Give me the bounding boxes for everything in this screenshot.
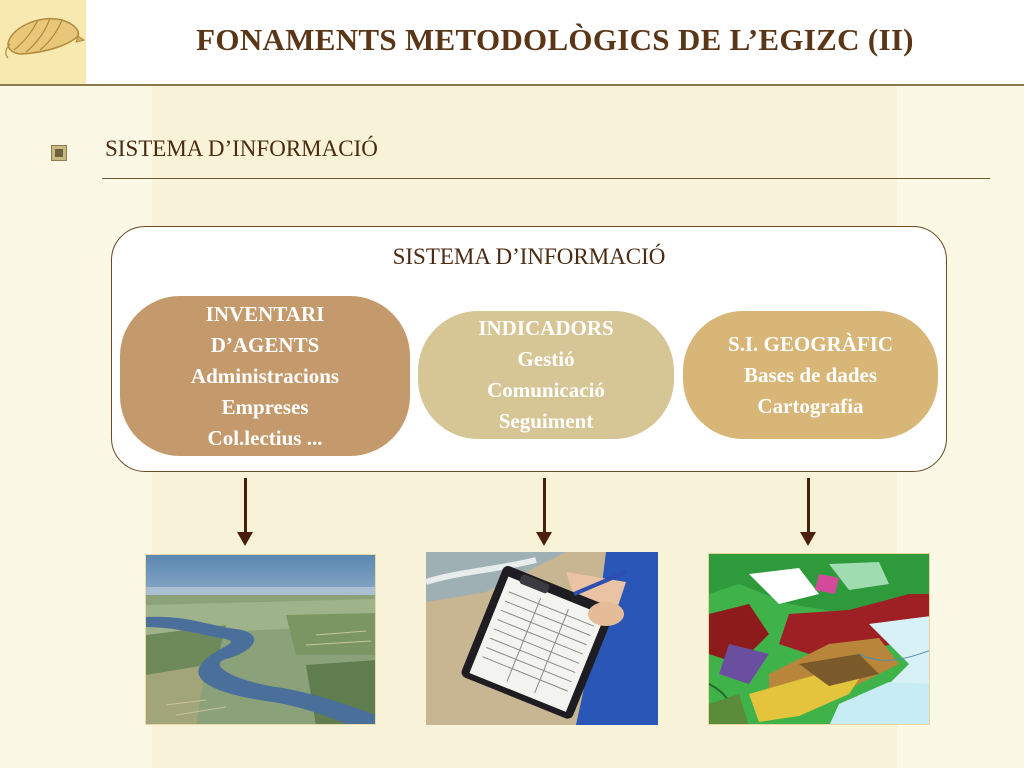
field-survey-clipboard-photo (426, 552, 658, 725)
agents-line: Empreses (221, 394, 309, 419)
geographic-is-box (683, 311, 938, 439)
agents-line: INVENTARI (205, 301, 325, 326)
agents-line: Administracions (190, 363, 340, 388)
down-arrow-icon (807, 478, 810, 534)
coastal-land-use-map (708, 553, 930, 725)
indicators-line: Comunicació (487, 378, 605, 402)
indicators-line: Seguiment (498, 409, 594, 433)
down-arrow-icon (244, 478, 247, 534)
page-title: FONAMENTS METODOLÒGICS DE L’EGIZC (II) (196, 22, 914, 57)
agents-inventory-box (120, 296, 410, 456)
indicators-line: INDICADORS (478, 316, 614, 340)
agents-line: D’AGENTS (210, 332, 320, 357)
information-system-title: SISTEMA D’INFORMACIÓ (392, 244, 666, 269)
seashell-logo-icon (0, 0, 86, 84)
logo-area (0, 0, 86, 84)
indicators-box (418, 311, 674, 439)
down-arrow-icon (543, 478, 546, 534)
geographic-line: S.I. GEOGRÀFIC (727, 331, 894, 356)
aerial-river-delta-photo (145, 554, 376, 725)
agents-line: Col.lectius ... (207, 425, 323, 450)
geographic-line: Bases de dades (743, 362, 878, 387)
indicators-line: Gestió (517, 347, 575, 371)
section-divider (102, 178, 990, 179)
section-heading: SISTEMA D’INFORMACIÓ (105, 136, 378, 161)
geographic-line: Cartografia (757, 393, 864, 418)
square-bullet-icon (51, 145, 67, 161)
